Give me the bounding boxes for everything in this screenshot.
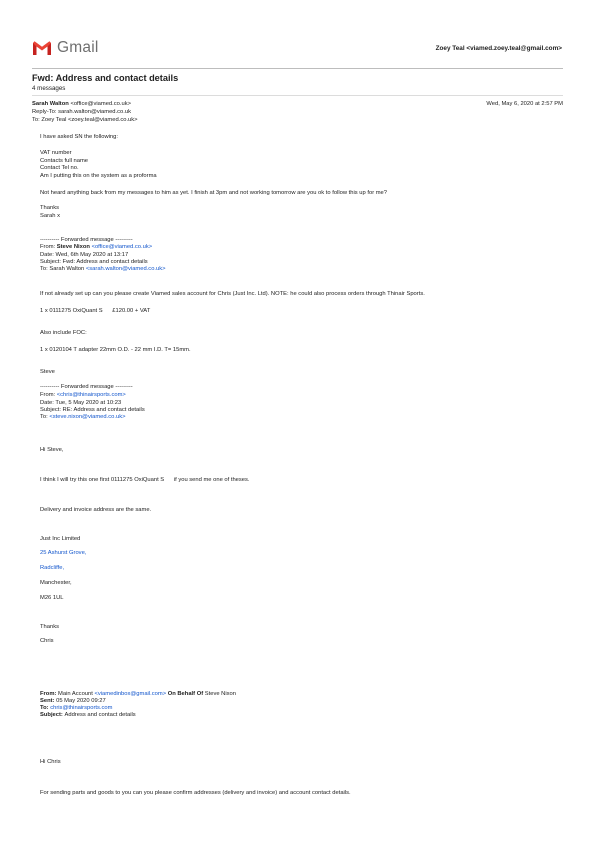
orig-from xyxy=(40,691,236,698)
to-label: To: xyxy=(40,705,51,711)
from-email-link[interactable]: <viamedinbox@gmail.com> xyxy=(94,691,167,697)
forward-marker: ---------- Forwarded message --------- xyxy=(40,384,133,390)
reply-to: Reply-To: sarah.walton@viamed.co.uk xyxy=(32,109,131,115)
from-email-link[interactable]: <chris@thinairsports.com> xyxy=(56,392,126,398)
fwd2-date: Date: Tue, 5 May 2020 at 10:23 xyxy=(40,400,122,406)
body-line: Contacts full name xyxy=(40,158,89,164)
address-link[interactable]: 25 Ashurst Grove, xyxy=(40,550,87,556)
body-line: Not heard anything back from my messages to him as yet. I finish at 3pm and not working tomorrow are you ok to follow this up for me? xyxy=(40,190,388,196)
app-name: Gmail xyxy=(57,39,99,56)
from-label: From: xyxy=(40,691,59,697)
sender-email: <office@viamed.co.uk> xyxy=(70,101,132,107)
fwd2-subject: Subject: RE: Address and contact details xyxy=(40,407,145,413)
body-line: Chris xyxy=(40,638,54,644)
from-email-link[interactable]: <office@viamed.co.uk> xyxy=(91,244,153,250)
sender-name: Sarah Walton xyxy=(32,101,69,107)
gmail-m-icon xyxy=(32,40,52,55)
body-line: Sarah x xyxy=(40,213,60,219)
body-line: Am I putting this on the system as a proforma xyxy=(40,173,157,179)
orig-subject xyxy=(40,712,136,719)
header-divider xyxy=(32,68,563,69)
body-line: If not already set up can you please create Viamed sales account for Chris (Just Inc. Ltd). NOTE: he could also process orders through Thinair Sports. xyxy=(40,291,425,297)
orig-to xyxy=(40,705,112,712)
to-email-link[interactable]: <sarah.walton@viamed.co.uk> xyxy=(85,266,166,272)
from-label: From: xyxy=(40,244,57,250)
message-date: Wed, May 6, 2020 at 2:57 PM xyxy=(486,101,563,107)
body-line: 1 x 0111275 OxiQuant S £120.00 + VAT xyxy=(40,308,151,314)
address-line: Just Inc Limited xyxy=(40,536,81,542)
fwd2-to xyxy=(40,414,125,421)
body-line: Also include FOC: xyxy=(40,330,87,336)
to-email-link[interactable]: <steve.nixon@viamed.co.uk> xyxy=(49,414,126,420)
address-link[interactable]: Radcliffe, xyxy=(40,565,65,571)
behalf-label: On Behalf Of xyxy=(166,691,205,697)
fwd1-subject: Subject: Fwd: Address and contact details xyxy=(40,259,148,265)
fwd1-to xyxy=(40,266,166,273)
body-line: Contact Tel no. xyxy=(40,165,79,171)
behalf-name: Steve Nixon xyxy=(204,691,237,697)
body-line: I think I will try this one first 0111275 OxiQuant S if you send me one of theses. xyxy=(40,477,250,483)
subject-value: Address and contact details xyxy=(64,712,136,718)
orig-sent xyxy=(40,698,106,705)
body-line: Hi Chris xyxy=(40,759,61,765)
message-count: 4 messages xyxy=(32,85,66,92)
body-line: For sending parts and goods to you can you please confirm addresses (delivery and invoice) and account contact details. xyxy=(40,790,351,796)
fwd1-date: Date: Wed, 6th May 2020 at 13:17 xyxy=(40,252,129,258)
to-email-link[interactable]: chris@thinairsports.com xyxy=(50,705,113,711)
from-name: Main Account xyxy=(58,691,95,697)
fwd1-from xyxy=(40,244,152,251)
body-line: Delivery and invoice address are the same. xyxy=(40,507,152,513)
body-line: Hi Steve, xyxy=(40,447,64,453)
body-line: 1 x 0120104 T adapter 22mm O.D. - 22 mm I.D. T= 15mm. xyxy=(40,347,191,353)
thread-subject: Fwd: Address and contact details xyxy=(32,73,179,83)
recipient: To: Zoey Teal <zoey.teal@viamed.co.uk> xyxy=(32,117,138,123)
body-line: Thanks xyxy=(40,205,60,211)
sent-label: Sent: xyxy=(40,698,57,704)
gmail-logo xyxy=(32,40,122,58)
from-name: Steve Nixon xyxy=(56,244,90,250)
body-line: VAT number xyxy=(40,150,72,156)
address-line: Manchester, xyxy=(40,580,72,586)
account-label: Zoey Teal <viamed.zoey.teal@gmail.com> xyxy=(435,45,562,52)
body-line: I have asked SN the following: xyxy=(40,134,118,140)
sent-value: 05 May 2020 09:27 xyxy=(56,698,106,704)
sender-line xyxy=(32,101,131,108)
to-label: To: Sarah Walton xyxy=(40,266,86,272)
forward-marker: ---------- Forwarded message --------- xyxy=(40,237,133,243)
address-line: M26 1UL xyxy=(40,595,64,601)
thread-divider xyxy=(32,95,563,96)
to-label: To: xyxy=(40,414,50,420)
fwd2-from xyxy=(40,392,126,399)
body-line: Steve xyxy=(40,369,55,375)
body-line: Thanks xyxy=(40,624,60,630)
from-label: From: xyxy=(40,392,57,398)
subject-label: Subject: xyxy=(40,712,65,718)
